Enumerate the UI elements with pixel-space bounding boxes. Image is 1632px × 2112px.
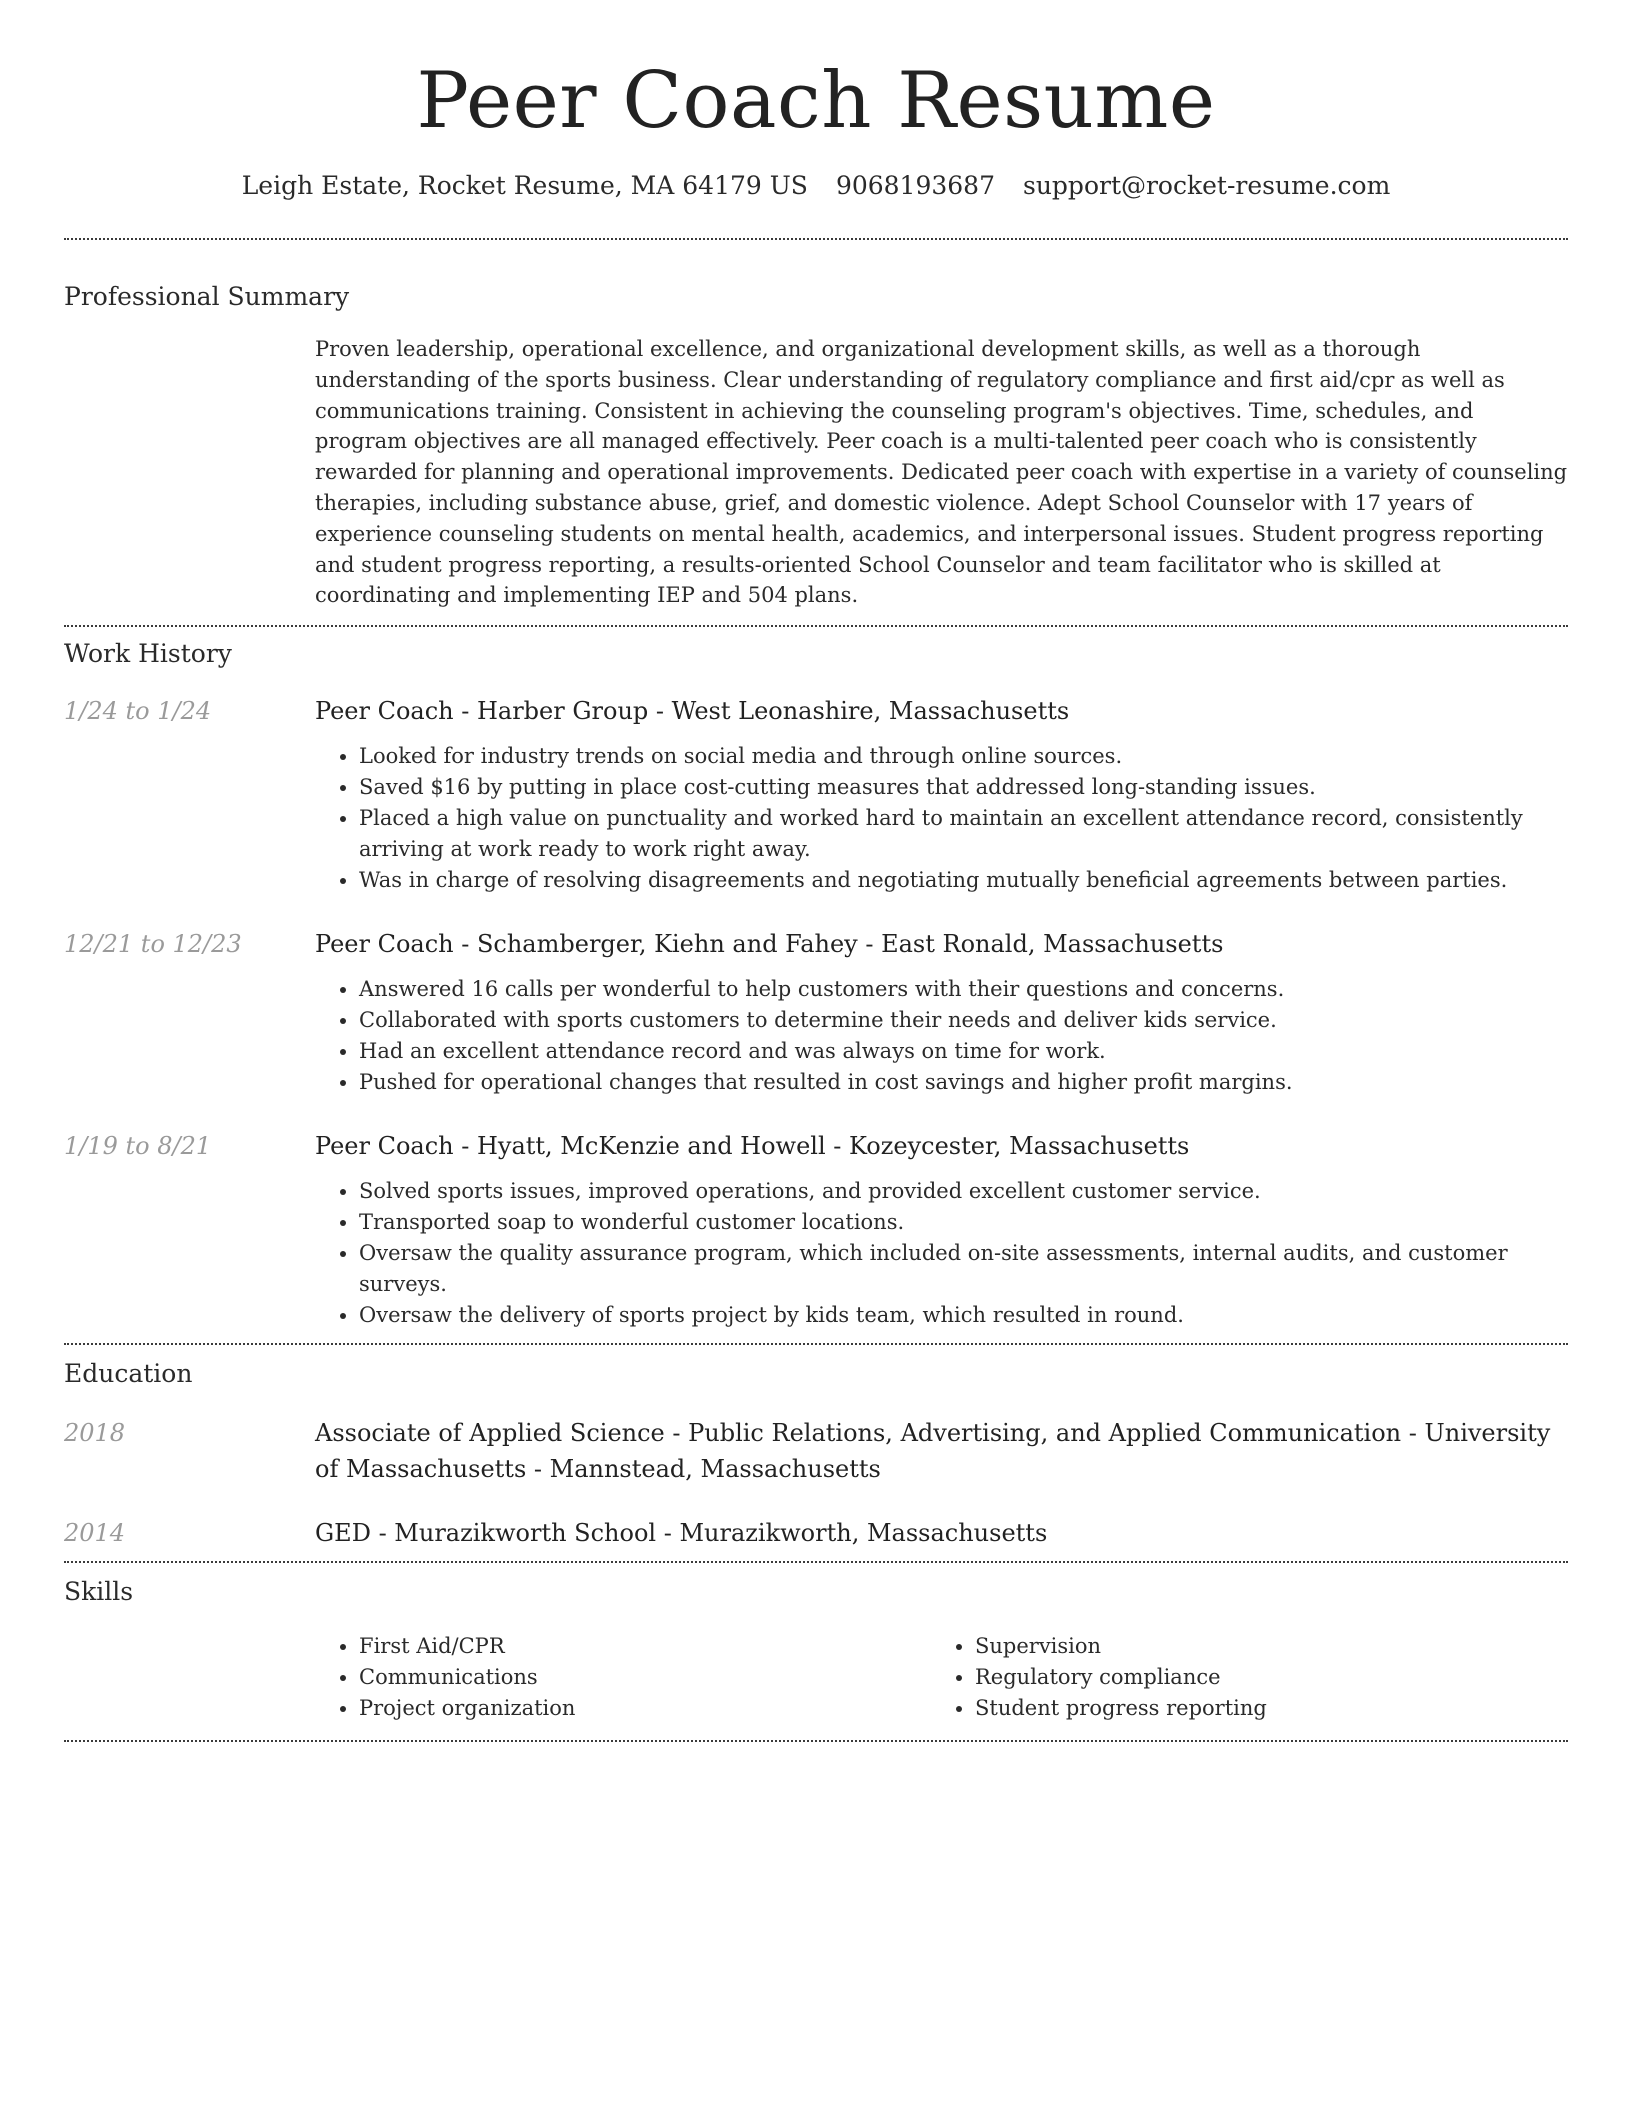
education-entry bbox=[64, 1415, 1568, 1487]
education-year: 2018 bbox=[64, 1419, 126, 1448]
education-entry-heading: Associate of Applied Science - Public Relations, Advertising, and Applied Communication - University of Massachusetts - Mannstead, Massachusetts bbox=[315, 1419, 1551, 1484]
bullet-item: • Pushed for operational changes that resulted in cost savings and higher profit margins. bbox=[359, 1067, 1568, 1098]
skills-list-left bbox=[315, 1631, 931, 1724]
work-entry-bullets bbox=[315, 741, 1568, 896]
work-entry-body bbox=[315, 926, 1568, 1098]
work-entry bbox=[64, 693, 1568, 896]
bullet-item: • Saved $16 by putting in place cost-cutting measures that addressed long-standing issues. bbox=[359, 772, 1568, 803]
skill-item: • Project organization bbox=[359, 1693, 931, 1724]
education-entry bbox=[64, 1515, 1568, 1551]
divider bbox=[64, 1740, 1568, 1742]
skills-section bbox=[64, 1575, 1568, 1724]
contact-phone: 9068193687 bbox=[835, 171, 995, 200]
work-entry-dates: 1/24 to 1/24 bbox=[64, 697, 212, 726]
bullet-item: • Transported soap to wonderful customer locations. bbox=[359, 1207, 1568, 1238]
education-entry-body bbox=[315, 1415, 1568, 1487]
bullet-item: • Looked for industry trends on social media and through online sources. bbox=[359, 741, 1568, 772]
bullet-item: • Answered 16 calls per wonderful to help customers with their questions and concerns. bbox=[359, 974, 1568, 1005]
skill-item: • Communications bbox=[359, 1662, 931, 1693]
work-history-heading: Work History bbox=[64, 639, 232, 669]
skills-columns bbox=[315, 1631, 1568, 1724]
work-entry-bullets bbox=[315, 1176, 1568, 1331]
bullet-item: • Had an excellent attendance record and was always on time for work. bbox=[359, 1036, 1568, 1067]
work-entry-body bbox=[315, 693, 1568, 896]
summary-heading: Professional Summary bbox=[64, 282, 350, 311]
divider bbox=[64, 625, 1568, 627]
education-heading: Education bbox=[64, 1359, 193, 1389]
resume-title: Peer Coach Resume bbox=[416, 56, 1216, 146]
divider bbox=[64, 1561, 1568, 1563]
work-entry-dates: 12/21 to 12/23 bbox=[64, 930, 242, 959]
skill-item: • Regulatory compliance bbox=[975, 1662, 1547, 1693]
summary-section bbox=[64, 280, 1568, 611]
resume-page bbox=[64, 0, 1568, 1742]
bullet-item: • Oversaw the quality assurance program, which included on-site assessments, internal audits, and customer surveys. bbox=[359, 1238, 1568, 1300]
work-entry-heading: Peer Coach - Schamberger, Kiehn and Fahey - East Ronald, Massachusetts bbox=[315, 930, 1224, 959]
summary-text: Proven leadership, operational excellence, and organizational development skills, as well as a thorough understanding of the sports business. Clear understanding of regulatory compliance and first aid/cpr as well as communications training. Consistent in achieving the counseling program's objectives. Time, schedules, and program objectives are all managed effectively. Peer coach is a multi-talented peer coach who is consistently rewarded for planning and operational improvements. Dedicated peer coach with expertise in a variety of counseling therapies, including substance abuse, grief, and domestic violence. Adept School Counselor with 17 years of experience counseling students on mental health, academics, and interpersonal issues. Student progress reporting and student progress reporting, a results-oriented School Counselor and team facilitator who is skilled at coordinating and implementing IEP and 504 plans. bbox=[315, 337, 1568, 608]
skill-item: • First Aid/CPR bbox=[359, 1631, 931, 1662]
work-entry-heading: Peer Coach - Hyatt, McKenzie and Howell - Kozeycester, Massachusetts bbox=[315, 1132, 1190, 1161]
education-year: 2014 bbox=[64, 1519, 126, 1548]
contact-address: Leigh Estate, Rocket Resume, MA 64179 US bbox=[241, 171, 808, 200]
work-entry bbox=[64, 926, 1568, 1098]
bullet-item: • Placed a high value on punctuality and worked hard to maintain an excellent attendance record, consistently arriving at work ready to work right away. bbox=[359, 803, 1568, 865]
divider bbox=[64, 238, 1568, 240]
bullet-item: • Solved sports issues, improved operations, and provided excellent customer service. bbox=[359, 1176, 1568, 1207]
skills-heading: Skills bbox=[64, 1577, 134, 1607]
work-entry-heading: Peer Coach - Harber Group - West Leonashire, Massachusetts bbox=[315, 697, 1070, 726]
education-entry-heading: GED - Murazikworth School - Murazikworth, Massachusetts bbox=[315, 1519, 1048, 1548]
work-entry-body bbox=[315, 1128, 1568, 1331]
education-entry-body bbox=[315, 1515, 1568, 1551]
bullet-item: • Collaborated with sports customers to determine their needs and deliver kids service. bbox=[359, 1005, 1568, 1036]
contact-email: support@rocket-resume.com bbox=[1023, 171, 1391, 200]
education-section bbox=[64, 1357, 1568, 1551]
work-entry bbox=[64, 1128, 1568, 1331]
divider bbox=[64, 1343, 1568, 1345]
work-entry-dates: 1/19 to 8/21 bbox=[64, 1132, 212, 1161]
work-entry-bullets bbox=[315, 974, 1568, 1098]
bullet-item: • Was in charge of resolving disagreements and negotiating mutually beneficial agreements between parties. bbox=[359, 865, 1568, 896]
skill-item: • Student progress reporting bbox=[975, 1693, 1547, 1724]
skill-item: • Supervision bbox=[975, 1631, 1547, 1662]
bullet-item: • Oversaw the delivery of sports project by kids team, which resulted in round. bbox=[359, 1300, 1568, 1331]
work-history-section bbox=[64, 637, 1568, 1331]
skills-list-right bbox=[931, 1631, 1547, 1724]
contact-line bbox=[64, 168, 1568, 204]
